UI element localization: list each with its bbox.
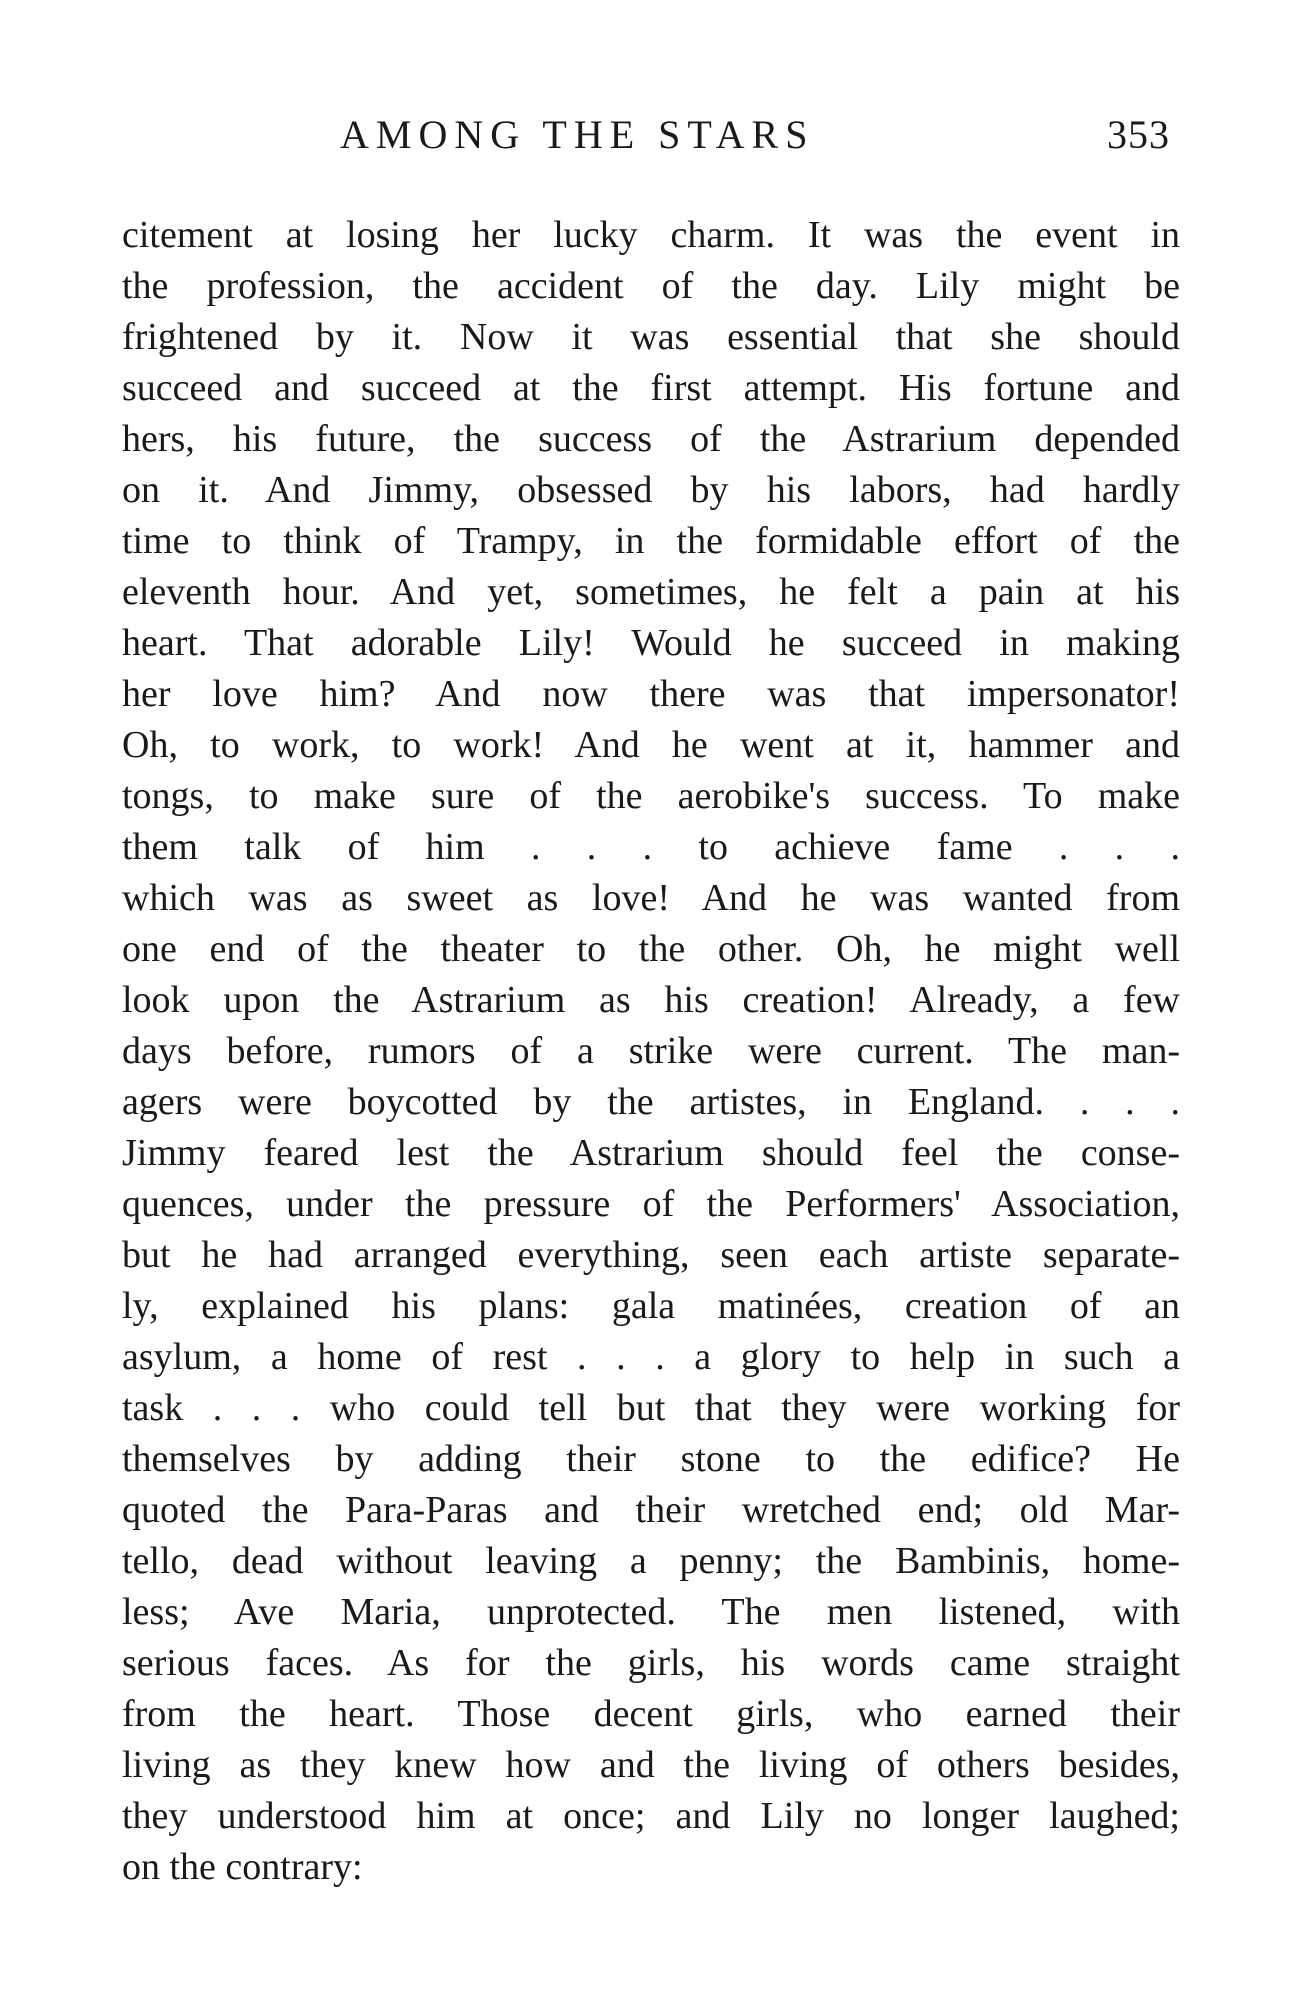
text-line: citement at losing her lucky charm. It was the event in	[122, 214, 1180, 256]
body-text	[122, 210, 1180, 1893]
text-line: succeed and succeed at the first attempt. His fortune and	[122, 367, 1180, 409]
text-line: on it. And Jimmy, obsessed by his labors, had hardly	[122, 469, 1180, 511]
text-line: quoted the Para-Paras and their wretched end; old Mar-	[122, 1489, 1180, 1531]
text-line: on the contrary:	[122, 1846, 363, 1888]
text-line: days before, rumors of a strike were current. The man-	[122, 1030, 1180, 1072]
text-line: Oh, to work, to work! And he went at it, hammer and	[122, 724, 1180, 766]
text-line: her love him? And now there was that impersonator!	[122, 673, 1180, 715]
text-line: tongs, to make sure of the aerobike's success. To make	[122, 775, 1180, 817]
text-line: tello, dead without leaving a penny; the Bambinis, home-	[122, 1540, 1180, 1582]
text-line: hers, his future, the success of the Astrarium depended	[122, 418, 1180, 460]
text-line: time to think of Trampy, in the formidable effort of the	[122, 520, 1180, 562]
text-line: frightened by it. Now it was essential that she should	[122, 316, 1180, 358]
text-line: asylum, a home of rest . . . a glory to help in such a	[122, 1336, 1180, 1378]
text-line: the profession, the accident of the day. Lily might be	[122, 265, 1180, 307]
page-number: 353	[1107, 112, 1170, 157]
text-line: them talk of him . . . to achieve fame . . .	[122, 826, 1180, 868]
text-line: one end of the theater to the other. Oh, he might well	[122, 928, 1180, 970]
text-line: less; Ave Maria, unprotected. The men listened, with	[122, 1591, 1180, 1633]
text-line: serious faces. As for the girls, his words came straight	[122, 1642, 1180, 1684]
text-line: they understood him at once; and Lily no longer laughed;	[122, 1795, 1180, 1837]
text-line: themselves by adding their stone to the edifice? He	[122, 1438, 1180, 1480]
text-line: living as they knew how and the living of others besides,	[122, 1744, 1180, 1786]
text-line: quences, under the pressure of the Performers' Association,	[122, 1183, 1180, 1225]
text-line: eleventh hour. And yet, sometimes, he felt a pain at his	[122, 571, 1180, 613]
running-head	[340, 105, 1170, 165]
text-line: which was as sweet as love! And he was wanted from	[122, 877, 1180, 919]
text-line: heart. That adorable Lily! Would he succeed in making	[122, 622, 1180, 664]
running-title: AMONG THE STARS	[340, 112, 815, 157]
text-line: Jimmy feared lest the Astrarium should feel the conse-	[122, 1132, 1180, 1174]
text-line: but he had arranged everything, seen each artiste separate-	[122, 1234, 1180, 1276]
text-line: task . . . who could tell but that they were working for	[122, 1387, 1180, 1429]
text-line: agers were boycotted by the artistes, in England. . . .	[122, 1081, 1180, 1123]
text-line: look upon the Astrarium as his creation! Already, a few	[122, 979, 1180, 1021]
text-line: ly, explained his plans: gala matinées, creation of an	[122, 1285, 1180, 1327]
text-line: from the heart. Those decent girls, who earned their	[122, 1693, 1180, 1735]
